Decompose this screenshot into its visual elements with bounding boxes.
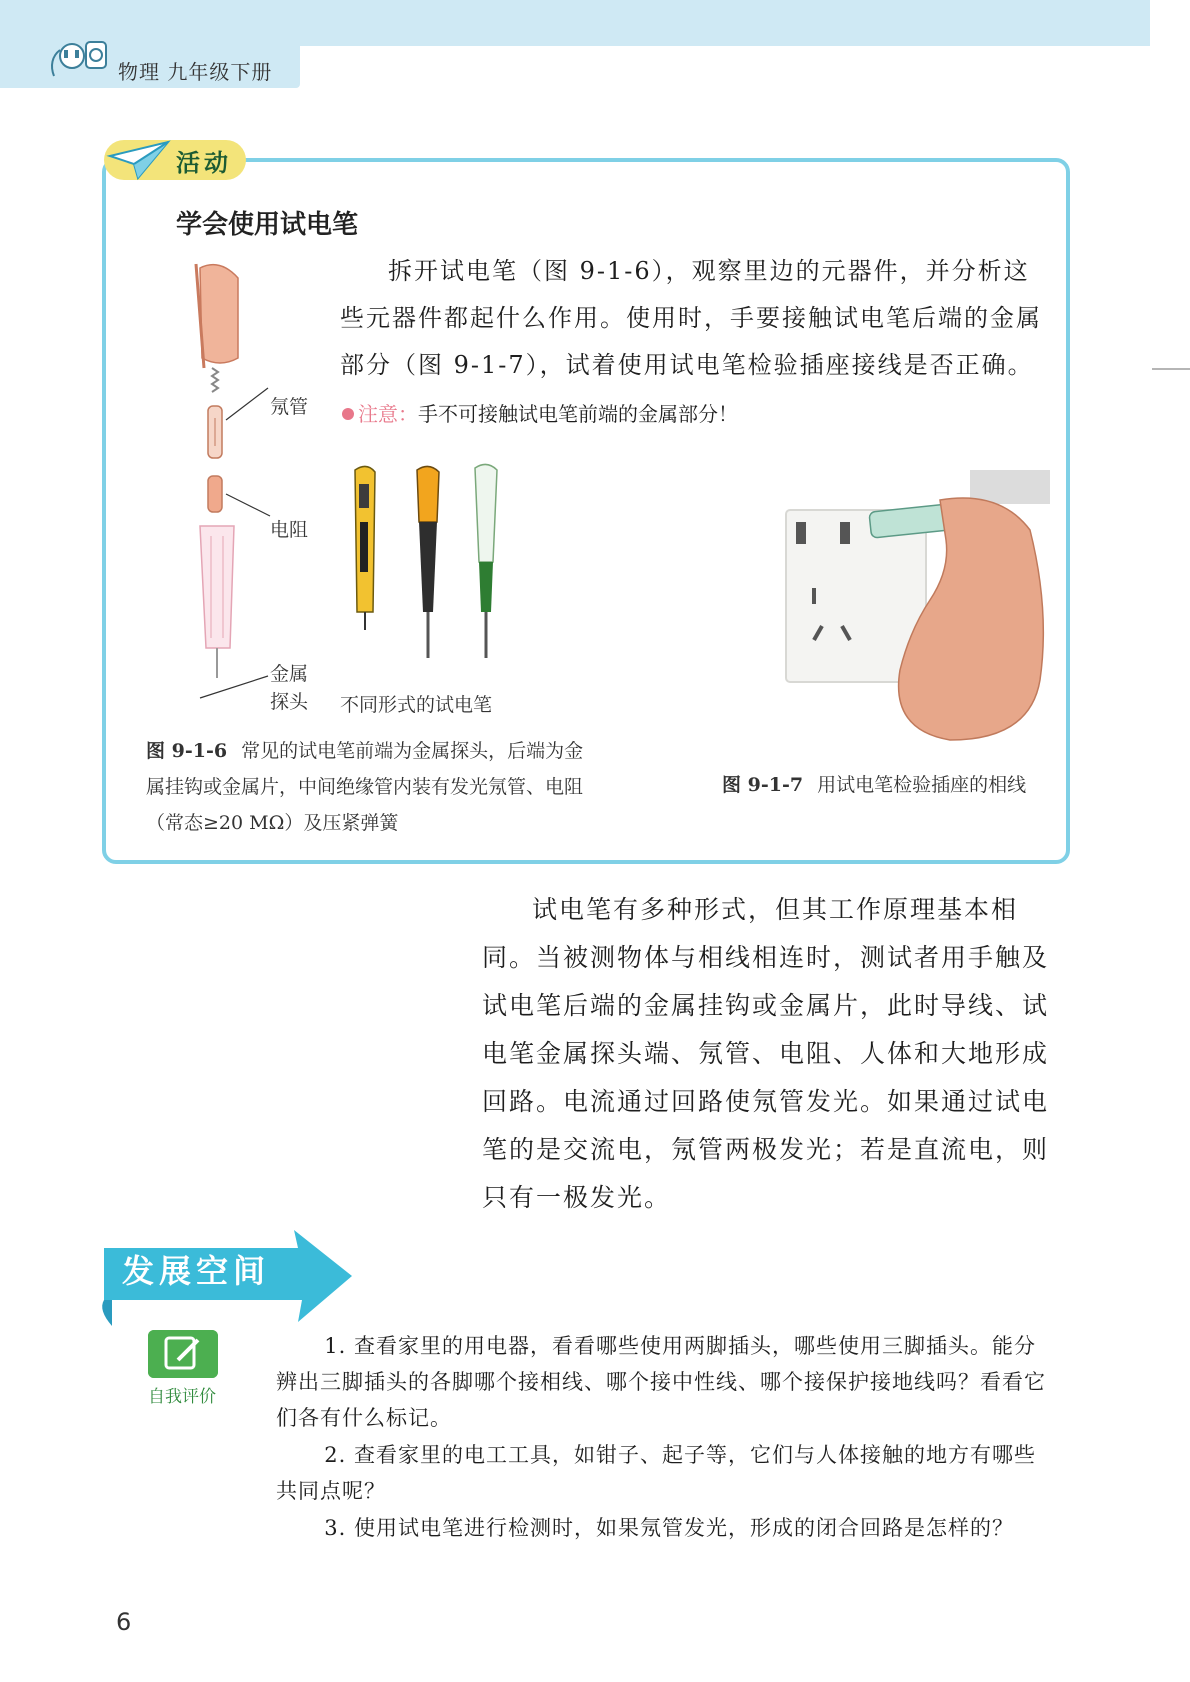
socket-test-photo: [750, 470, 1050, 748]
header-band: [0, 0, 1150, 46]
resistor: [208, 476, 222, 512]
page-number: 6: [116, 1608, 132, 1636]
list-item: 3. 使用试电笔进行检测时，如果氖管发光，形成的闭合回路是怎样的？: [324, 1516, 1015, 1540]
figure-9-1-6-caption: [146, 733, 600, 841]
activity-paragraph: 拆开试电笔（图 9-1-6），观察里边的元器件，并分析这些元器件都起什么作用。使用时，手要接触试电笔后端的金属部分（图 9-1-7），试着使用试电笔检验插座接线是否正确。: [340, 257, 1042, 379]
label-neon-tube: 氖管: [270, 396, 309, 418]
label-resistor: 电阻: [270, 519, 309, 541]
development-list: [276, 1328, 1054, 1547]
orange-black-pen: [417, 466, 439, 658]
note-label: 注意：: [358, 402, 418, 426]
figure-caption-text: 常见的试电笔前端为金属探头，后端为金属挂钩或金属片，中间绝缘管内装有发光氖管、电阻（常态≥20 MΩ）及压紧弹簧: [146, 740, 584, 834]
figure-caption-text: 用试电笔检验插座的相线: [817, 774, 1027, 796]
yellow-digital-pen: [355, 466, 375, 630]
note-bullet: [342, 408, 354, 420]
activity-label: 活动: [176, 149, 232, 177]
figure-9-1-7-caption: [722, 770, 1026, 797]
pencil-check-icon: [148, 1330, 218, 1378]
note-text: 手不可接触试电笔前端的金属部分！: [418, 402, 738, 426]
pen-cap: [200, 265, 238, 363]
label-pen-types: 不同形式的试电笔: [340, 694, 493, 716]
paper-plane-icon: [108, 138, 170, 182]
tester-pen-exploded-diagram: [180, 258, 300, 708]
list-item: 2. 查看家里的电工工具，如钳子、起子等，它们与人体接触的地方有哪些共同点呢？: [276, 1443, 1037, 1503]
list-item: 1. 查看家里的用电器，看看哪些使用两脚插头，哪些使用三脚插头。能分辨出三脚插头的各脚哪个接相线、哪个接中性线、哪个接保护接地线吗？看看它们各有什么标记。: [276, 1334, 1046, 1430]
safety-note: [342, 398, 738, 427]
book-title: 物理 九年级下册: [118, 60, 273, 84]
self-assessment-label: 自我评价: [148, 1387, 216, 1407]
pen-body: [200, 526, 234, 648]
main-paragraph: 试电笔有多种形式，但其工作原理基本相同。当被测物体与相线相连时，测试者用手触及试电笔后端的金属挂钩或金属片，此时导线、试电笔金属探头端、氖管、电阻、人体和大地形成回路。电流通过回路使氖管发光。如果通过试电笔的是交流电，氖管两极发光；若是直流电，则只有一极发光。: [482, 895, 1050, 1212]
figure-number: 图 9-1-6: [146, 740, 228, 762]
spring: [212, 368, 218, 392]
edge-marker: [1152, 368, 1190, 370]
label-metal-probe: 金属探头: [270, 663, 309, 713]
tester-pens-illustration: [345, 462, 510, 676]
activity-heading: 学会使用试电笔: [176, 210, 359, 240]
socket-plug-icon: [48, 36, 110, 80]
clear-green-pen: [475, 464, 497, 658]
development-title: 发展空间: [122, 1252, 271, 1290]
figure-number: 图 9-1-7: [722, 774, 804, 796]
